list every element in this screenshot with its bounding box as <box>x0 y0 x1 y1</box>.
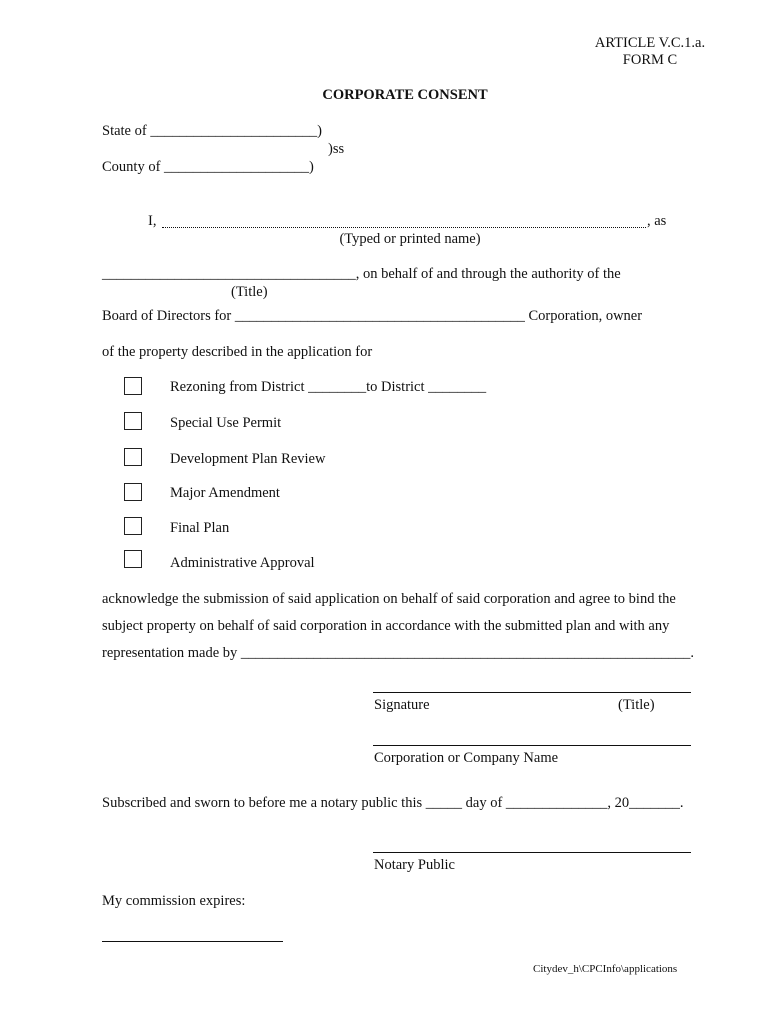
representation-field[interactable]: representation made by ______________________________________________________________. <box>102 645 695 661</box>
development-plan-review-checkbox[interactable] <box>124 448 142 466</box>
document-title: CORPORATE CONSENT <box>322 87 488 103</box>
final-plan-checkbox[interactable] <box>124 517 142 535</box>
rezoning-checkbox[interactable] <box>124 377 142 395</box>
company-name-label: Corporation or Company Name <box>374 750 559 766</box>
state-field[interactable]: State of _______________________) <box>102 123 322 139</box>
form-reference: FORM C <box>622 52 678 68</box>
notary-signature-line[interactable] <box>373 852 691 853</box>
option-development-plan-label: Development Plan Review <box>170 451 326 467</box>
signature-line[interactable] <box>373 692 691 693</box>
title-caption: (Title) <box>231 284 268 300</box>
option-final-plan-label: Final Plan <box>170 520 230 536</box>
commission-expires-label: My commission expires: <box>102 893 246 909</box>
printed-name-caption: (Typed or printed name) <box>339 231 481 247</box>
acknowledgment-line-2: subject property on behalf of said corporation in accordance with the submitted plan and with any <box>102 618 670 634</box>
signature-title-label: (Title) <box>618 697 655 713</box>
option-administrative-approval-label: Administrative Approval <box>170 555 315 571</box>
ss-marker: )ss <box>328 141 345 157</box>
option-major-amendment-label: Major Amendment <box>170 485 280 501</box>
printed-name-field[interactable] <box>162 227 646 228</box>
acknowledgment-line-1: acknowledge the submission of said application on behalf of said corporation and agree to bind the <box>102 591 676 607</box>
property-description-line: of the property described in the application for <box>102 344 373 360</box>
company-name-line[interactable] <box>373 745 691 746</box>
option-special-use-label: Special Use Permit <box>170 415 282 431</box>
commission-expiration-line[interactable] <box>102 941 283 942</box>
file-path-footer: Citydev_h\CPCInfo\applications <box>533 963 678 975</box>
signature-label: Signature <box>374 697 430 713</box>
title-field[interactable]: ___________________________________, on behalf of and through the authority of the <box>102 266 621 282</box>
major-amendment-checkbox[interactable] <box>124 483 142 501</box>
article-reference: ARTICLE V.C.1.a. <box>594 35 706 51</box>
option-rezoning-label: Rezoning from District ________to District ________ <box>170 379 487 395</box>
administrative-approval-checkbox[interactable] <box>124 550 142 568</box>
name-suffix: , as <box>647 213 667 229</box>
county-field[interactable]: County of ____________________) <box>102 159 314 175</box>
subscribed-sworn-line[interactable]: Subscribed and sworn to before me a notary public this _____ day of ______________, 20_______. <box>102 795 684 811</box>
special-use-permit-checkbox[interactable] <box>124 412 142 430</box>
name-prefix: I, <box>148 213 157 229</box>
notary-public-label: Notary Public <box>374 857 455 873</box>
board-of-directors-line[interactable]: Board of Directors for ________________________________________ Corporation, owner <box>102 308 643 324</box>
